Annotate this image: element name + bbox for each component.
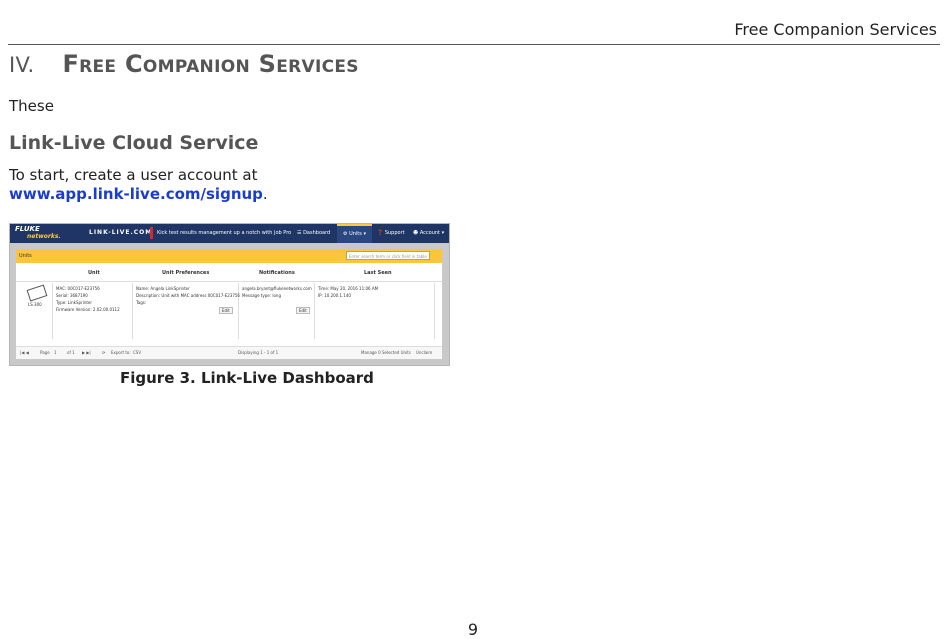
pager-of: of 1	[67, 350, 75, 355]
pager-page-label: Page	[40, 350, 50, 355]
col-last-seen: Last Seen	[364, 270, 392, 276]
nav-units: ⚙ Units ▾	[337, 224, 372, 243]
fluke-logo	[15, 226, 61, 240]
nav-units-label: Units	[349, 231, 362, 237]
section-title	[9, 50, 359, 78]
col-prefs: Unit Preferences	[162, 270, 210, 276]
signup-link[interactable]: www.app.link-live.com/signup	[9, 185, 263, 203]
notifications-cell	[242, 285, 312, 299]
last-seen-time: Time: May 20, 2016 11:06 AM	[318, 286, 379, 291]
unit-mac: MAC: 00C017-E23756	[56, 286, 100, 291]
export-csv: CSV	[133, 350, 142, 355]
units-bar	[16, 249, 442, 263]
unit-cell	[56, 285, 120, 313]
prefs-cell	[136, 285, 240, 306]
unit-tags: Tags:	[136, 300, 147, 305]
promo-banner: Kick test results management up a notch with Job Pro	[150, 227, 295, 239]
units-search: Enter search term or click field in table	[346, 251, 430, 260]
subsection-title: Link-Live Cloud Service	[9, 132, 259, 154]
paragraph-trailing: .	[262, 185, 268, 203]
site-name: LINK-LIVE.COM	[89, 229, 153, 236]
intro-text: These	[9, 97, 54, 115]
pager-first-icon: |◀ ◀	[20, 350, 29, 355]
notify-type: Message type: long	[242, 293, 281, 298]
displaying-count: Displaying 1 - 1 of 1	[238, 350, 279, 355]
device-icon	[27, 285, 48, 302]
nav-dashboard-label: Dashboard	[303, 230, 331, 236]
unit-firmware: Firmware Version: 2.02.00.0112	[56, 307, 120, 312]
nav-dashboard: ☰ Dashboard	[297, 230, 331, 236]
section-number: IV.	[9, 53, 35, 77]
col-unit: Unit	[88, 270, 100, 276]
units-panel	[16, 249, 442, 359]
device-label: LS 300	[28, 302, 42, 307]
last-seen-cell	[318, 285, 378, 299]
unit-name: Name: Angela LinkSprinter	[136, 286, 190, 291]
dashboard-nav-bar	[10, 224, 449, 243]
col-notifications: Notifications	[259, 270, 295, 276]
unclaim-button: Unclaim	[416, 350, 433, 355]
nav-account: ☻ Account ▾	[413, 230, 445, 236]
unit-serial: Serial: 3687190	[56, 293, 88, 298]
table-row	[16, 283, 442, 339]
section-title-text: Free Companion Services	[62, 50, 359, 78]
figure-caption: Figure 3. Link-Live Dashboard	[120, 369, 374, 387]
header-rule	[8, 44, 940, 45]
logo-top: FLUKE	[15, 225, 40, 233]
pager-page-value: 1	[54, 350, 57, 355]
units-table-header	[16, 265, 442, 282]
unit-description: Description: Unit with MAC address 00C017-E23756	[136, 293, 240, 298]
units-footer	[16, 346, 442, 359]
notify-edit-button: Edit	[296, 307, 310, 314]
manage-selected: Manage 0 Selected Units	[361, 350, 411, 355]
signup-paragraph	[9, 166, 268, 204]
nav-support: ❓ Support	[377, 230, 405, 236]
unit-type: Type: LinkSprinter	[56, 300, 93, 305]
refresh-icon: ⟳	[102, 350, 106, 355]
page-number: 9	[467, 620, 479, 639]
export-label: Export to:	[111, 350, 131, 355]
paragraph-text: To start, create a user account at	[9, 166, 258, 184]
pager-next-icon: ▶ ▶|	[82, 350, 91, 355]
dashboard-screenshot	[9, 223, 450, 366]
nav-account-label: Account	[419, 230, 441, 236]
logo-bottom: networks.	[27, 233, 61, 240]
running-header: Free Companion Services	[734, 20, 937, 39]
last-seen-ip: IP: 10.200.1.140	[318, 293, 351, 298]
units-bar-label: Units	[19, 253, 32, 259]
notify-email: angela.bryant@flukenetworks.com	[242, 286, 312, 291]
prefs-edit-button: Edit	[219, 307, 233, 314]
nav-support-label: Support	[384, 230, 405, 236]
